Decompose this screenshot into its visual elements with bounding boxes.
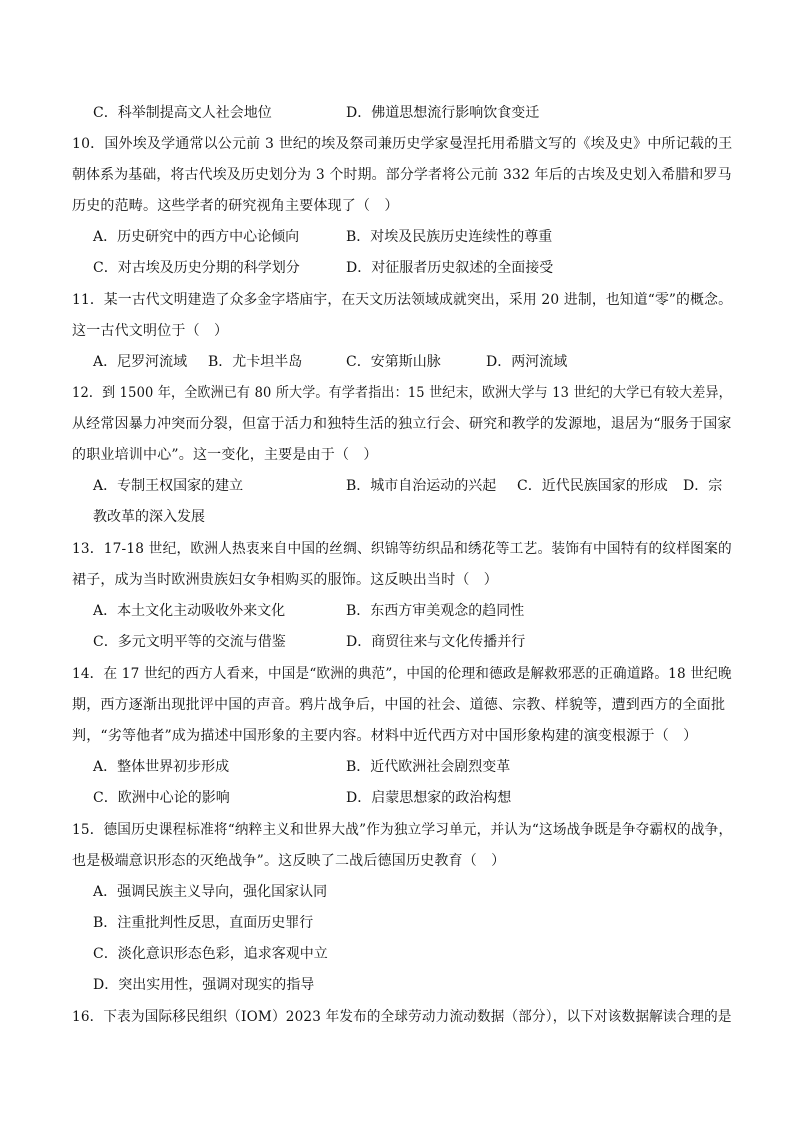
q13-stem-line2: 裙子，成为当时欧洲贵族妇女争相购买的服饰。这反映出当时（ ） <box>72 572 498 588</box>
q12-option-a[interactable]: A．专制王权国家的建立 <box>93 478 244 494</box>
q10-option-c[interactable]: C．对古埃及历史分期的科学划分 <box>93 260 300 276</box>
q10-option-b[interactable]: B．对埃及民族历史连续性的尊重 <box>346 229 553 245</box>
q15-stem-line1: 15．德国历史课程标准将“纳粹主义和世界大战”作为独立学习单元，并认为“这场战争既是争夺霸权的战争， <box>72 822 733 838</box>
q13-option-b[interactable]: B．东西方审美观念的趋同性 <box>346 603 525 619</box>
q14-stem-line3: 判，“劣等他者”成为描述中国形象的主要内容。材料中近代西方对中国形象构建的演变根源于（ ） <box>72 728 698 744</box>
q14-stem-line1: 14．在 17 世纪的西方人看来，中国是“欧洲的典范”，中国的伦理和德政是解救邪恶的正确道路。18 世纪晚 <box>72 666 732 682</box>
q14-option-a[interactable]: A．整体世界初步形成 <box>93 759 230 775</box>
q14-option-b[interactable]: B．近代欧洲社会剧烈变革 <box>346 759 511 775</box>
q11-option-a[interactable]: A．尼罗河流域 <box>93 354 188 370</box>
q15-option-d[interactable]: D．突出实用性，强调对现实的指导 <box>93 977 315 993</box>
q14-stem-line2: 期，西方逐渐出现批评中国的声音。鸦片战争后，中国的社会、道德、宗教、样貌等，遭到西方的全面批 <box>72 697 726 713</box>
q12-option-d-continued[interactable]: 教改革的深入发展 <box>93 509 205 525</box>
q11-option-d[interactable]: D．两河流域 <box>486 354 568 370</box>
q12-option-c[interactable]: C．近代民族国家的形成 <box>517 478 668 494</box>
q14-option-d[interactable]: D．启蒙思想家的政治构想 <box>346 790 512 806</box>
q11-stem-line1: 11．某一古代文明建造了众多金字塔庙宇，在天文历法领域成就突出，采用 20 进制，也知道“零”的概念。 <box>72 292 733 308</box>
q13-option-d[interactable]: D．商贸往来与文化传播并行 <box>346 634 526 650</box>
q15-option-a[interactable]: A．强调民族主义导向，强化国家认同 <box>93 884 328 900</box>
q14-option-c[interactable]: C．欧洲中心论的影响 <box>93 790 230 806</box>
q12-stem-line3: 的职业培训中心”。这一变化，主要是由于（ ） <box>72 447 378 463</box>
q11-stem-line2: 这一古代文明位于（ ） <box>72 323 229 339</box>
q10-stem-line2: 朝体系为基础，将古代埃及历史划分为 3 个时期。部分学者将公元前 332 年后的古埃及史划入希腊和罗马 <box>72 167 732 183</box>
q12-option-d[interactable]: D．宗 <box>683 478 723 494</box>
q11-option-c[interactable]: C．安第斯山脉 <box>346 354 441 370</box>
q15-option-c[interactable]: C．淡化意识形态色彩，追求客观中立 <box>93 946 328 962</box>
q9-option-c[interactable]: C．科举制提高文人社会地位 <box>93 105 272 121</box>
q16-stem-line1: 16．下表为国际移民组织（IOM）2023 年发布的全球劳动力流动数据（部分），以下对该数据解读合理的是 <box>72 1009 732 1025</box>
q13-option-c[interactable]: C．多元文明平等的交流与借鉴 <box>93 634 286 650</box>
q15-stem-line2: 也是极端意识形态的灭绝战争”。这反映了二战后德国历史教育（ ） <box>72 853 506 869</box>
q15-option-b[interactable]: B．注重批判性反思，直面历史罪行 <box>93 915 314 931</box>
q13-option-a[interactable]: A．本土文化主动吸收外来文化 <box>93 603 286 619</box>
q10-option-a[interactable]: A．历史研究中的西方中心论倾向 <box>93 229 300 245</box>
q12-option-b[interactable]: B．城市自治运动的兴起 <box>346 478 497 494</box>
q10-stem-line3: 历史的范畴。这些学者的研究视角主要体现了（ ） <box>72 198 399 214</box>
q9-option-d[interactable]: D．佛道思想流行影响饮食变迁 <box>346 105 540 121</box>
q12-stem-line2: 从经常因暴力冲突而分裂，但富于活力和独特生活的独立行会、研究和教学的发源地，退居为“服务于国家 <box>72 416 732 432</box>
q11-option-b[interactable]: B．尤卡坦半岛 <box>208 354 303 370</box>
q10-stem-line1: 10．国外埃及学通常以公元前 3 世纪的埃及祭司兼历史学家曼涅托用希腊文写的《埃及史》中所记载的王 <box>72 136 733 152</box>
q13-stem-line1: 13．17-18 世纪，欧洲人热衷来自中国的丝绸、织锦等纺织品和绣花等工艺。装饰有中国特有的纹样图案的 <box>72 541 732 557</box>
q12-stem-line1: 12．到 1500 年，全欧洲已有 80 所大学。有学者指出：15 世纪末，欧洲大学与 13 世纪的大学已有较大差异， <box>72 385 732 401</box>
q10-option-d[interactable]: D．对征服者历史叙述的全面接受 <box>346 260 554 276</box>
